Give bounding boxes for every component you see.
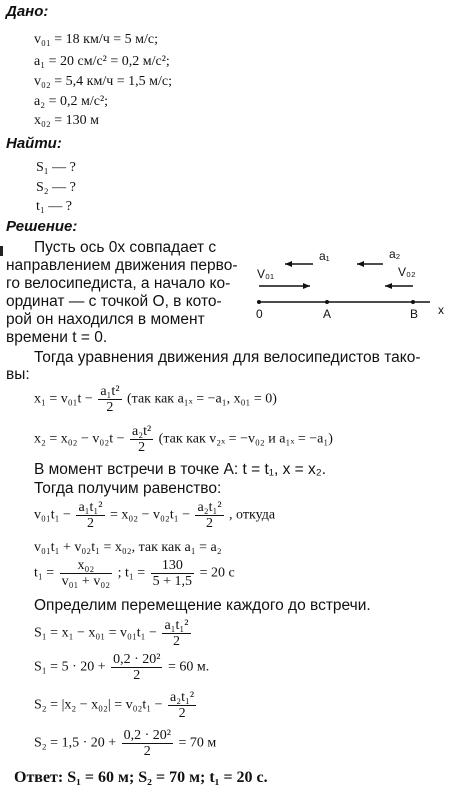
- find-title: Найти:: [6, 135, 62, 152]
- axis-x-label: x: [438, 303, 444, 317]
- v01-arrowhead: [303, 283, 310, 289]
- intro-line: рой он находился в момент: [6, 311, 205, 328]
- margin-mark: [0, 246, 3, 256]
- given-line: v₀₂ = 5,4 км/ч = 1,5 м/с;: [34, 74, 172, 89]
- intro-line: направлением движения перво-: [6, 257, 238, 274]
- v02-label: V₀₂: [398, 265, 416, 279]
- a2-arrowhead: [357, 261, 364, 267]
- point-b-label: B: [410, 307, 419, 320]
- a2-label: a₂: [389, 247, 401, 261]
- given-title: Дано:: [6, 3, 49, 20]
- answer-line: Ответ: S₁ = 60 м; S₂ = 70 м; t₁ = 20 с.: [14, 769, 268, 786]
- equation-s2-general: S₂ = |x₂ − x₀₂| = v₀₂t₁ − $\frac{\text{a₂t₁²}}{2}$: [34, 690, 195, 721]
- a1-arrowhead: [285, 261, 292, 267]
- equation-s1-general: S₁ = x₁ − x₀₁ = v₀₁t₁ − $\frac{\text{a₁t₁²}}{2}$: [34, 618, 189, 649]
- intro-line: Пусть ось 0x совпадает с: [34, 239, 217, 256]
- equation-s2-value: S₂ = 1,5 · 20 + $\frac{\text{0,2 · 20²}}{2}$ = 70 м: [34, 728, 217, 759]
- equation-x2: x₂ = x₀₂ − v₀₂t − $\frac{\text{a₂t²}}{2}$ (так как v₂ₓ = −v₀₂ и a₁ₓ = −a₁): [34, 424, 333, 455]
- find-line: S₂ — ?: [36, 180, 76, 195]
- point-o-label: 0: [256, 307, 263, 320]
- equation-s1-value: S₁ = 5 · 20 + $\frac{\text{0,2 · 20²}}{2}$ = 60 м.: [34, 652, 210, 683]
- equations-intro: Тогда уравнения движения для велосипедистов тако-: [34, 349, 421, 366]
- intro-line: времени t = 0.: [6, 329, 108, 346]
- equation-t1: t₁ = $\frac{\text{x₀₂}}{\text{v₀₁ + v₀₂}}$ ; t₁ = $\frac{130}{5 + 1,5}$ = 20 с: [34, 558, 235, 589]
- v01-label: V₀₁: [257, 267, 275, 281]
- displacement-intro: Определим перемещение каждого до встречи.: [34, 597, 371, 614]
- motion-diagram: [255, 240, 450, 320]
- intro-line: ординат — с точкой О, в кото-: [6, 293, 222, 310]
- find-line: S₁ — ?: [36, 160, 76, 175]
- meeting-condition: В момент встречи в точке А: t = t₁, x = x₂.: [34, 461, 327, 478]
- point-o-mark: [257, 300, 261, 304]
- given-line: x₀₂ = 130 м: [34, 113, 100, 128]
- a1-label: a₁: [319, 249, 330, 263]
- given-line: a₂ = 0,2 м/с²;: [34, 94, 109, 109]
- equality-intro: Тогда получим равенство:: [34, 480, 222, 497]
- point-a-mark: [325, 300, 329, 304]
- v02-arrowhead: [385, 283, 392, 289]
- equation-sum: v₀₁t₁ + v₀₂t₁ = x₀₂, так как a₁ = a₂: [34, 540, 222, 555]
- point-a-label: A: [323, 307, 332, 320]
- point-b-mark: [411, 300, 415, 304]
- equation-x1: x₁ = v₀₁t − $\frac{\text{a₁t²}}{2}$ (так как a₁ₓ = −a₁, x₀₁ = 0): [34, 384, 277, 415]
- find-line: t₁ — ?: [36, 199, 72, 214]
- given-line: a₁ = 20 см/с² = 0,2 м/с²;: [34, 54, 170, 69]
- equation-equality: v₀₁t₁ − $\frac{\text{a₁t₁²}}{2}$ = x₀₂ − v₀₂t₁ − $\frac{\text{a₂t₁²}}{2}$ , откуда: [34, 500, 276, 531]
- given-line: v₀₁ = 18 км/ч = 5 м/с;: [34, 32, 158, 47]
- solution-title: Решение:: [6, 218, 78, 235]
- intro-line: го велосипедиста, а начало ко-: [6, 275, 231, 292]
- equations-intro: вы:: [6, 366, 30, 383]
